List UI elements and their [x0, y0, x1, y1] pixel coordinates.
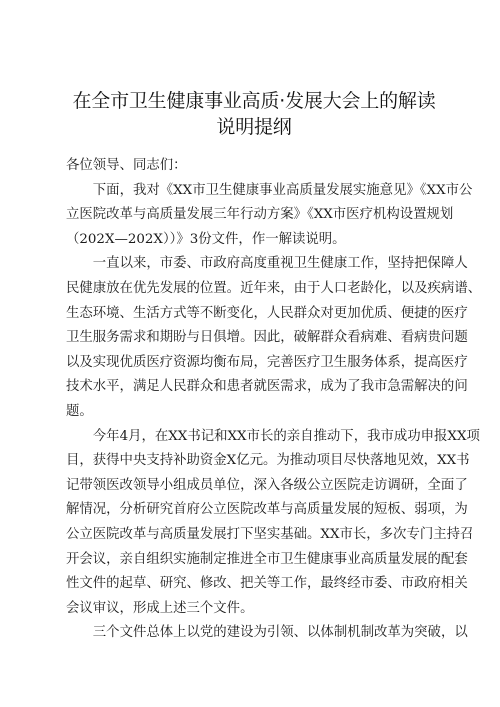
text-line: 一直以来，市委、市政府高度重视卫生健康工作，坚持把保障人: [92, 256, 468, 272]
text-line: 今年4月，在XX书记和XX市长的亲自推动下，我市成功申报XX项: [92, 428, 480, 444]
text-line: 公立医院改革与高质量发展打下坚实基础。XX市长，多次专门主持召: [66, 526, 474, 542]
text-line: 下面，我对《XX市卫生健康事业高质量发展实施意见》《XX市公: [92, 182, 473, 198]
paragraph-3: [66, 425, 480, 622]
title-line-1: 在全市卫生健康事业高质·发展大会上的解读: [72, 90, 436, 112]
paragraph-1: [66, 179, 473, 253]
text-line: 性文件的起草、研究、修改、把关等工作，最终经市委、市政府相关: [66, 576, 468, 592]
text-line: 以及实现优质医疗资源均衡布局，完善医疗卫生服务体系，提高医疗: [66, 354, 468, 370]
text-line: 技术水平，满足人民群众和患者就医需求，成为了我市急需解决的问: [66, 379, 468, 395]
text-line: 三个文件总体上以党的建设为引领、以体制机制改革为突破，以: [92, 625, 468, 641]
text-line: 题。: [66, 403, 93, 419]
text-line: （202X—202X））》3份文件，作一解读说明。: [66, 231, 346, 247]
paragraph-2: [66, 252, 482, 424]
text-line: 卫生服务需求和期盼与日俱增。因此，破解群众看病难、看病贵问题: [66, 330, 468, 346]
text-line: 民健康放在优先发展的位置。近年来，由于人口老龄化，以及疾病谱、: [66, 280, 482, 296]
text-line: 目，获得中央支持补助资金X亿元。为推动项目尽快落地见效，XX书: [66, 453, 470, 469]
text-line: 解情况，分析研究首府公立医院改革与高质量发展的短板、弱项，为: [66, 502, 468, 518]
document-title: [66, 88, 442, 140]
text-line: 生态环境、生活方式等不断变化，人民群众对更加优质、便捷的医疗: [66, 305, 468, 321]
greeting: 各位领导、同志们：: [66, 158, 187, 173]
text-line: 开会议，亲自组织实施制定推进全市卫生健康事业高质量发展的配套: [66, 551, 468, 567]
title-line-2: 说明提纲: [216, 116, 292, 138]
paragraph-4: [66, 621, 468, 646]
text-line: 记带领医改领导小组成员单位，深入各级公立医院走访调研，全面了: [66, 477, 468, 493]
document-body: [66, 154, 482, 646]
text-line: 立医院改革与高质量发展三年行动方案》《XX市医疗机构设置规划: [66, 207, 454, 223]
text-line: 会议审议，形成上述三个文件。: [66, 600, 254, 616]
